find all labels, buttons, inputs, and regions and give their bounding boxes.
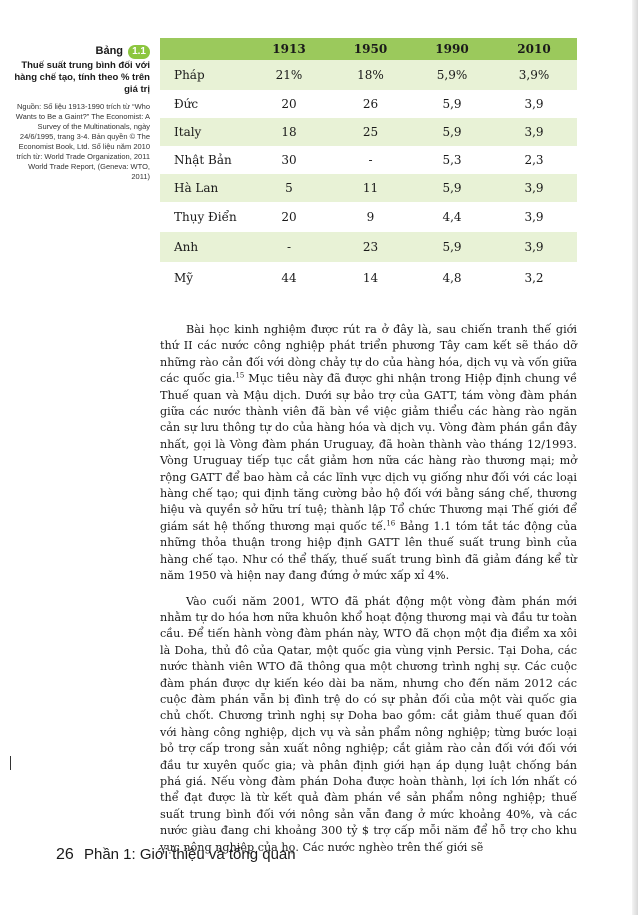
- table-row: [160, 174, 577, 202]
- tariff-table: [160, 38, 577, 294]
- table-cell: Italy: [174, 125, 202, 139]
- table-row: [160, 146, 577, 174]
- table-cell: 5,9: [442, 181, 462, 195]
- table-cell: Thụy Điển: [174, 210, 237, 224]
- table-cell: 3,9: [524, 125, 544, 139]
- table-cell: 4,4: [442, 210, 462, 224]
- table-cell: Đức: [174, 97, 199, 111]
- table-row: [160, 232, 577, 262]
- table-row: [160, 262, 577, 294]
- header-cell-1950: 1950: [353, 42, 388, 56]
- margin-mark: [10, 756, 11, 770]
- caption-source: Nguồn: Số liệu 1913-1990 trích từ “Who Wants to Be a Gaint?” The Economist: A Survey of the Multinationals, ngày 24/6/1995, trang 3-4. Bản quyền © The Economist Book, Ltd. Số liệu năm 2010 trích từ: World Trade Organization, 2011 World Trade Report, (Geneva: WTO, 2011): [15, 102, 150, 181]
- table-caption: [10, 44, 150, 182]
- table-cell: 3,9: [524, 97, 544, 111]
- table-cell: 20: [281, 210, 297, 224]
- paragraph-1-part-c: Bảng 1.1 tóm tắt tác động của những thỏa thuận trong hiệp định GATT lên thuế suất trung bình của hàng chế tạo. Như có thể thấy, thuế suất trung bình đã giảm đáng kể từ năm 1950 và hiện nay đang đứng ở mức xấp xỉ 4%.: [160, 519, 577, 583]
- table-cell: Pháp: [174, 68, 205, 82]
- table-cell: Hà Lan: [174, 181, 219, 195]
- paragraph-1: [160, 322, 577, 585]
- table-cell: 3,9: [524, 210, 544, 224]
- header-cell-2010: 2010: [517, 42, 551, 56]
- caption-label: [10, 44, 150, 59]
- table-cell: 21%: [275, 68, 303, 82]
- caption-number: 1.1: [128, 45, 150, 59]
- table-cell: 44: [281, 271, 297, 285]
- footer-section-title: Phần 1: Giới thiệu và tổng quan: [83, 846, 296, 863]
- table-cell: -: [286, 240, 292, 254]
- table-row: [160, 202, 577, 232]
- table-cell: 20: [281, 97, 297, 111]
- footnote-ref-15: 15: [235, 371, 245, 380]
- table-cell: 26: [362, 97, 379, 111]
- header-cell-1913: 1913: [272, 42, 306, 56]
- table-cell: 3,2: [524, 271, 544, 285]
- footnote-ref-16: 16: [386, 519, 396, 528]
- table-cell: 4,8: [442, 271, 462, 285]
- table-cell: 30: [281, 153, 297, 167]
- table-cell: 14: [362, 271, 379, 285]
- page-edge: [632, 0, 638, 915]
- paragraph-1-part-b: Mục tiêu này đã được ghi nhận trong Hiệp định chung về Thuế quan và Mậu dịch. Dưới sự bảo trợ của GATT, tám vòng đàm phán giữa các nước thành viên đã bàn về việc giảm thiểu các hàng rào ngăn cản sự lưu thông tự do của hàng hóa và dịch vụ. Vòng đàm phán gần đây nhất, gọi là Vòng đàm phán Uruguay, đã hoàn thành vào tháng 12/1993. Vòng Uruguay tiếp tục cắt giảm hơn nữa các hàng rào thương mại; mở rộng GATT để bao hàm cả các lĩnh vực dịch vụ giống như đối với các loại hàng chế tạo; qui định tăng cường bảo hộ đối với bằng sáng chế, thương hiệu và quyền sở hữu trí tuệ; thành lập Tổ chức Thương mại Thế giới để giám sát hệ thống thương mại quốc tế.: [160, 372, 577, 533]
- page-footer: [56, 846, 296, 864]
- table-cell: 23: [362, 240, 379, 254]
- paragraph-1-part-a: Bài học kinh nghiệm được rút ra ở đây là, sau chiến tranh thế giới thứ II các nước công nghiệp phát triển phương Tây cam kết sẽ tháo dỡ những rào cản đối với dòng chảy tự do của hàng hóa, dịch vụ và vốn giữa các quốc gia.: [160, 323, 577, 386]
- table-cell: 5,3: [442, 153, 462, 167]
- table-cell: 3,9%: [518, 68, 550, 82]
- body-text: [160, 322, 577, 865]
- table-row: [160, 118, 577, 146]
- table-cell: 5,9: [442, 240, 462, 254]
- table-cell: 18: [281, 125, 297, 139]
- table-cell: Nhật Bản: [174, 153, 232, 167]
- table-cell: -: [368, 153, 373, 167]
- table-cell: 2,3: [524, 153, 544, 167]
- caption-title: Thuế suất trung bình đối với hàng chế tạo, tính theo % trên giá trị: [14, 60, 150, 95]
- table-row: [160, 60, 577, 90]
- table-cell: 18%: [357, 68, 384, 82]
- table-cell: 3,9: [524, 181, 544, 195]
- table-cell: 9: [366, 210, 375, 224]
- table-cell: 5,9: [442, 125, 462, 139]
- table-cell: Mỹ: [174, 271, 194, 285]
- caption-bang: Bảng: [95, 45, 124, 57]
- table-cell: Anh: [174, 240, 199, 254]
- table-cell: 5,9%: [436, 68, 468, 82]
- header-cell-1990: 1990: [435, 42, 469, 56]
- table-row: [160, 90, 577, 118]
- table-cell: 25: [362, 125, 379, 139]
- table-cell: 3,9: [524, 240, 544, 254]
- paragraph-2: Vào cuối năm 2001, WTO đã phát động một vòng đàm phán mới nhằm tự do hóa hơn nữa khuôn khổ hoạt động thương mại và đầu tư toàn cầu. Để tiến hành vòng đàm phán này, WTO đã chọn một địa điểm xa xôi là Doha, thủ đô của Qatar, một quốc gia vùng vịnh Persic. Tại Doha, các nước thành viên WTO đã thông qua một chương trình nghị sự. Các cuộc đàm phán được dự kiến kéo dài ba năm, nhưng cho đến năm 2012 các cuộc đàm phán vẫn bị đình trệ do có sự phản đối của một vài quốc gia chủ chốt. Chương trình nghị sự Doha bao gồm: cắt giảm thuế quan đối với hàng công nghiệp, dịch vụ và sản phẩm nông nghiệp; từng bước loại bỏ trợ cấp trong sản xuất nông nghiệp; cắt giảm rào cản đối với đối với đầu tư xuyên quốc gia; và phân định giới hạn áp dụng luật chống bán phá giá. Nếu vòng đàm phán Doha được hoàn thành, lợi ích lớn nhất có thể đạt được là từ kết quả đàm phán về sản phẩm nông nghiệp; thuế suất trung bình đối với nông sản vẫn đang ở mức khoảng 40%, và các nước giàu đang chi khoảng 300 tỷ $ trợ cấp mỗi năm để hỗ trợ cho khu vực nông nghiệp của họ. Các nước nghèo trên thế giới sẽ: [160, 594, 577, 854]
- table-cell: 5: [285, 181, 293, 195]
- table-cell: 11: [362, 181, 379, 195]
- table-header: [160, 38, 577, 60]
- page-number: 26: [56, 846, 74, 863]
- table-cell: 5,9: [442, 97, 462, 111]
